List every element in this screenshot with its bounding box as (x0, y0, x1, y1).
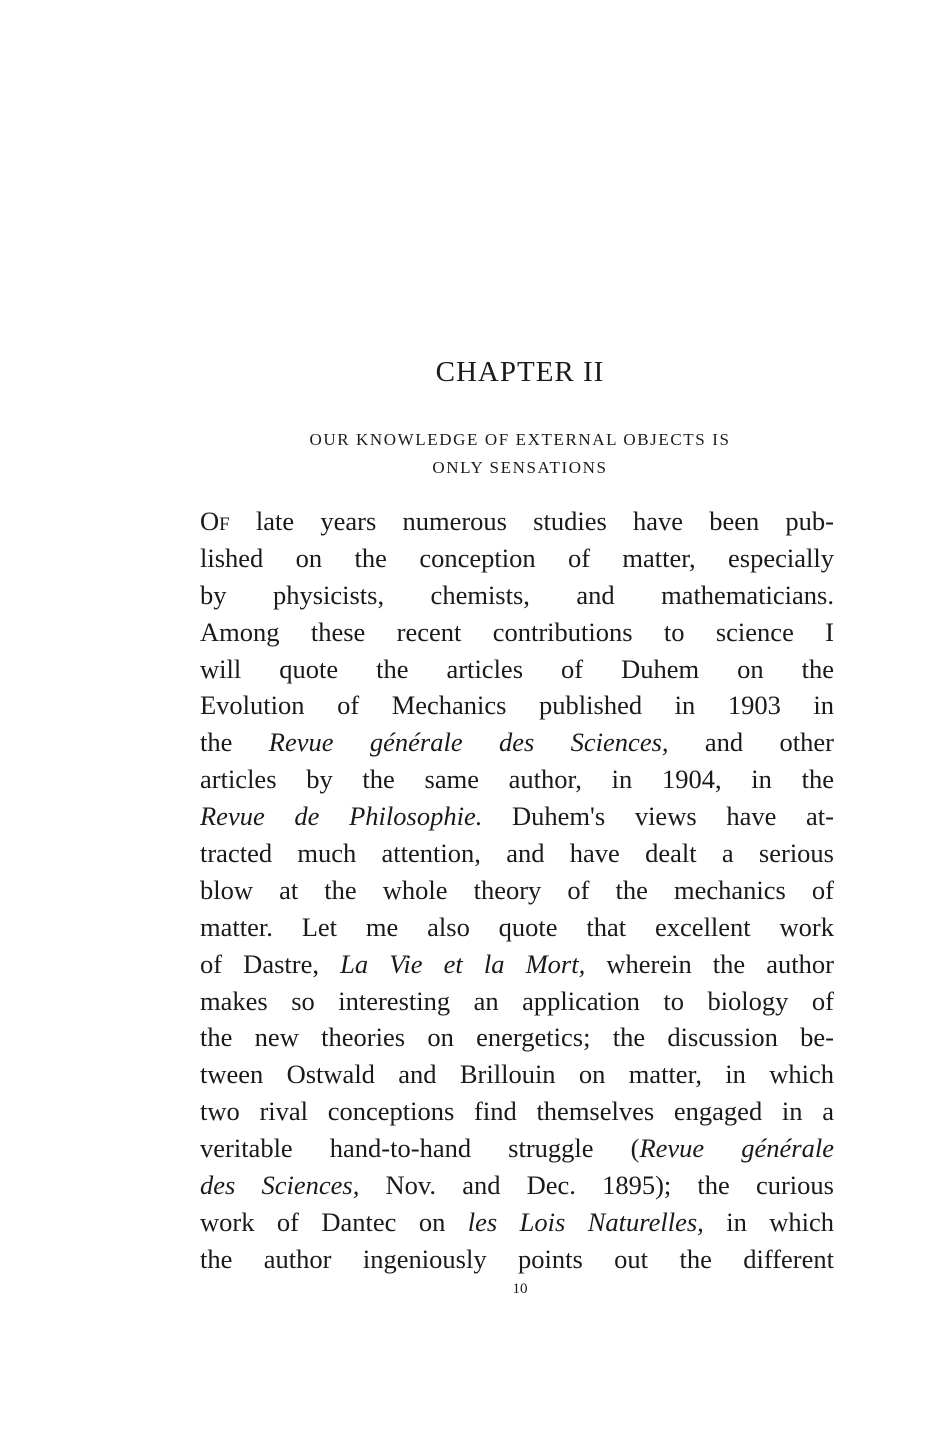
text-segment: wherein the author (585, 948, 834, 979)
italic-title: Revue générale des Sciences, (268, 727, 669, 758)
text-segment: tween Ostwald and Brillouin on matter, in which (200, 1059, 834, 1090)
italic-title: les Lois Naturelles, (467, 1206, 704, 1237)
text-segment: will quote the articles of Duhem on the (200, 653, 834, 684)
italic-title: Revue générale (639, 1133, 834, 1164)
text-line (200, 577, 834, 614)
page-number: 10 (512, 1281, 528, 1297)
text-segment: blow at the whole theory of the mechanics of (200, 874, 834, 905)
text-line (200, 651, 834, 688)
text-segment: Among these recent contributions to science I (200, 616, 834, 647)
text-segment: the author ingeniously points out the different (200, 1243, 834, 1274)
text-segment: Nov. and Dec. 1895); the curious (359, 1170, 834, 1201)
text-line (200, 724, 834, 761)
text-segment: work of Dantec on (200, 1206, 468, 1237)
italic-title: des Sciences, (200, 1170, 360, 1201)
text-line (200, 872, 834, 909)
text-line (200, 614, 834, 651)
text-segment: the (200, 727, 269, 758)
chapter-subtitle-line: OUR KNOWLEDGE OF EXTERNAL OBJECTS IS (309, 430, 731, 449)
text-segment: two rival conceptions find themselves engaged in a (200, 1096, 834, 1127)
chapter-heading: CHAPTER II (435, 356, 605, 388)
text-line (200, 687, 834, 724)
text-line (200, 909, 834, 946)
text-line (200, 798, 834, 835)
text-segment: and other (668, 727, 835, 758)
text-line (200, 835, 834, 872)
text-line (200, 761, 834, 798)
text-line (200, 1093, 834, 1130)
text-line (200, 1019, 834, 1056)
text-line (200, 540, 834, 577)
text-segment: Evolution of Mechanics published in 1903 in (200, 690, 834, 721)
text-line (200, 1204, 834, 1241)
text-segment: Duhem's views have at- (482, 801, 834, 832)
text-segment: of Dastre, (200, 948, 341, 979)
text-line (200, 1130, 834, 1167)
text-segment: veritable hand-to-hand struggle ( (200, 1133, 640, 1164)
text-segment: tracted much attention, and have dealt a serious (200, 838, 834, 869)
text-line (200, 1056, 834, 1093)
text-segment: the new theories on energetics; the discussion be- (200, 1022, 834, 1053)
italic-title: Revue de Philosophie. (200, 801, 483, 832)
text-segment: by physicists, chemists, and mathematicians. (200, 579, 834, 610)
chapter-subtitle (200, 426, 840, 482)
text-segment: articles by the same author, in 1904, in the (200, 764, 834, 795)
chapter-subtitle-line: ONLY SENSATIONS (432, 458, 608, 477)
text-line (200, 1167, 834, 1204)
text-segment: Of (200, 506, 230, 536)
text-line (200, 1241, 834, 1278)
text-line (200, 503, 834, 540)
text-line (200, 946, 834, 983)
text-segment: late years numerous studies have been pub- (229, 506, 834, 536)
text-segment: matter. Let me also quote that excellent work (200, 911, 834, 942)
italic-title: La Vie et la Mort, (340, 948, 586, 979)
text-segment: in which (703, 1206, 835, 1237)
text-line (200, 983, 834, 1020)
text-segment: lished on the conception of matter, especially (200, 542, 834, 573)
text-segment: makes so interesting an application to biology of (200, 985, 834, 1016)
body-paragraph (200, 503, 834, 1278)
